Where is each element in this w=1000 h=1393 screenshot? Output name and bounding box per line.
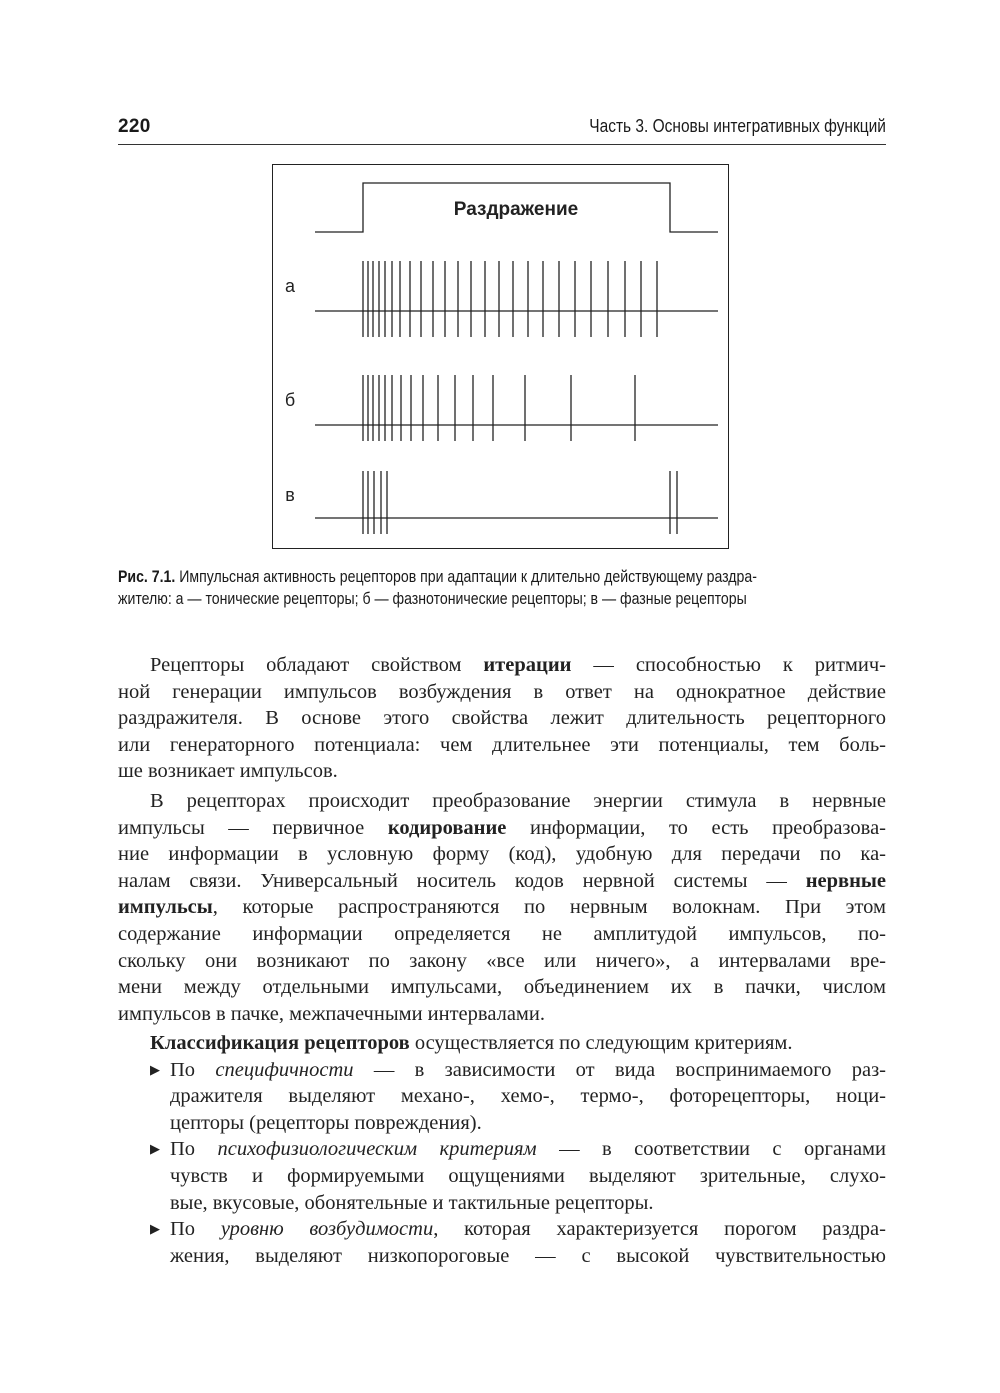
running-head: Часть 3. Основы интегративных функций — [589, 116, 886, 136]
caption-line-2: жителю: а — тонические рецепторы; б — фазнотонические рецепторы; в — фазные рецепторы — [118, 589, 747, 608]
figure-7-1 — [272, 164, 729, 549]
row-label-b: б — [284, 390, 296, 410]
term-nerve-impulses: нервные — [805, 869, 886, 892]
term-iteration: итерации — [483, 654, 572, 676]
term-classification: Классификация рецепторов — [150, 1032, 410, 1054]
spikes-tonic — [363, 261, 657, 337]
bullet-icon: ▶ — [150, 1061, 160, 1077]
row-label-a: а — [284, 276, 296, 296]
paragraph-iteration: Рецепторы обладают свойством итерации — способностью к ритмич- ной генерации импульсов возбуждения в ответ на однократное действие раздражителя. В основе этого свойства лежит длительность рецепторного или генераторного потенциала: чем длительнее эти потенциалы, тем боль- ше возникает импульсов. — [118, 654, 886, 783]
bullet-psychophysiological: ▶ По психофизиологическим критериям — в соответствии с органами — [118, 1136, 886, 1163]
bullet-specificity: ▶ По специфичности — в зависимости от вида воспринимаемого раз- — [118, 1057, 886, 1084]
paragraph-classification: Классификация рецепторов осуществляется по следующим критериям. ▶ По специфичности — в зависимости от вида воспринимаемого раз- дражителя выделяют механо-, хемо-, термо-, фоторецепторы, ноци- цепторы (рецепторы повреждения). ▶ По психофизиологическим критериям — в соответствии с органами чувств и формируемыми ощущениями выделяют зрительные, слухо- вые, вкусовые, обонятельные и тактильные рецепторы. ▶ По уровню возбудимости, которая характеризуется порогом раздра- жения, выделяют низкопороговые — с высокой чувствительностью — [118, 1030, 886, 1269]
page-header — [118, 114, 886, 145]
spikes-phasotonic — [363, 375, 635, 441]
caption-line-1: Рис. 7.1. Импульсная активность рецепторов при адаптации к длительно действующему раздра- — [118, 567, 757, 586]
bullet-icon: ▶ — [150, 1141, 160, 1157]
page-number: 220 — [118, 116, 151, 137]
bullet-excitability: ▶ По уровню возбудимости, которая характеризуется порогом раздра- — [118, 1216, 886, 1243]
stimulus-label: Раздражение — [453, 199, 579, 220]
impulse-diagram — [273, 165, 730, 550]
spikes-phasic — [363, 471, 677, 534]
bullet-icon: ▶ — [150, 1221, 160, 1237]
figure-caption — [118, 566, 888, 610]
paragraph-coding: В рецепторах происходит преобразование энергии стимула в нервные импульсы — первичное кодирование информации, то есть преобразова- ние информации в условную форму (код), удобную для передачи по ка- налам связи. Универсальный носитель кодов нервной системы — нервные импульсы, которые распространяются по нервным волокнам. При этом содержание информации определяется не амплитудой импульсов, по- скольку они возникают по закону «все или ничего», а интервалами вре- мени между отдельными импульсами, объединением их в пачки, числом импульсов в пачке, межпачечными интервалами. — [118, 790, 886, 1025]
row-label-c: в — [285, 485, 295, 505]
caption-label: Рис. 7.1. — [118, 567, 176, 586]
term-coding: кодирование — [387, 816, 507, 839]
